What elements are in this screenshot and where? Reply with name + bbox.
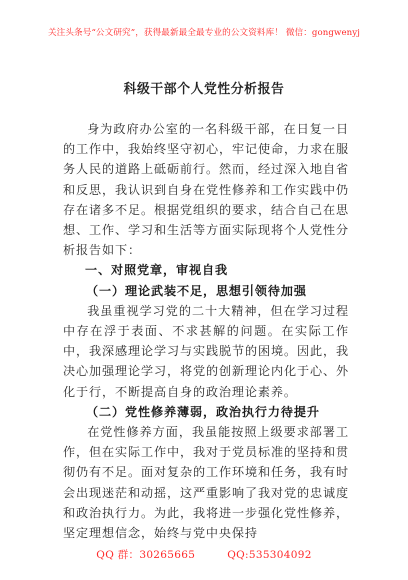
- footer-contact: [0, 547, 408, 562]
- section-heading-1: 一、对照党章，审视自我: [85, 263, 228, 278]
- intro-paragraph: 身为政府办公室的一名科级干部，在日复一日的工作中，我始终坚守初心，牢记使命，力求在服务人民的道路上砥砺前行。然而，经过深入地自省和反思，我认识到自身在党性修养和工作实践中仍存在诸多不足。根据党组织的要求，结合自己在思想、工作、学习和生活等方面实际现将个人党性分析报告如下：: [63, 122, 349, 258]
- subsection-body-1: 我虽重视学习党的二十大精神，但在学习过程中存在浮于表面、不求甚解的问题。在实际工作中，我深感理论学习与实践脱节的困境。因此，我决心加强理论学习，将党的创新理论内化于心、外化于行，不断提高自身的政治理论素养。: [63, 303, 349, 399]
- document-body: [63, 119, 349, 543]
- footer-qq-group: QQ 群：30265665: [96, 549, 196, 561]
- document-title: 科级干部个人党性分析报告: [123, 82, 285, 97]
- header-promo-note: 关注头条号“公文研究”，获得最新最全最专业的公文资料库！ 微信：gongwenyj: [47, 28, 361, 38]
- footer-qq: QQ:535304092: [227, 549, 312, 561]
- subsection-body-2: 在党性修养方面，我虽能按照上级要求部署工作，但在实际工作中，我对于党员标准的坚持和贯彻仍有不足。面对复杂的工作环境和任务，我有时会出现迷茫和动摇，这严重影响了我对党的忠诚度和政治执行力。为此，我将进一步强化党性修养，坚定理想信念，始终与党中央保持: [63, 425, 349, 541]
- subsection-heading-2: （二）党性修养薄弱，政治执行力待提升: [86, 404, 320, 419]
- subsection-heading-1: （一）理论武装不足，思想引领待加强: [86, 283, 307, 298]
